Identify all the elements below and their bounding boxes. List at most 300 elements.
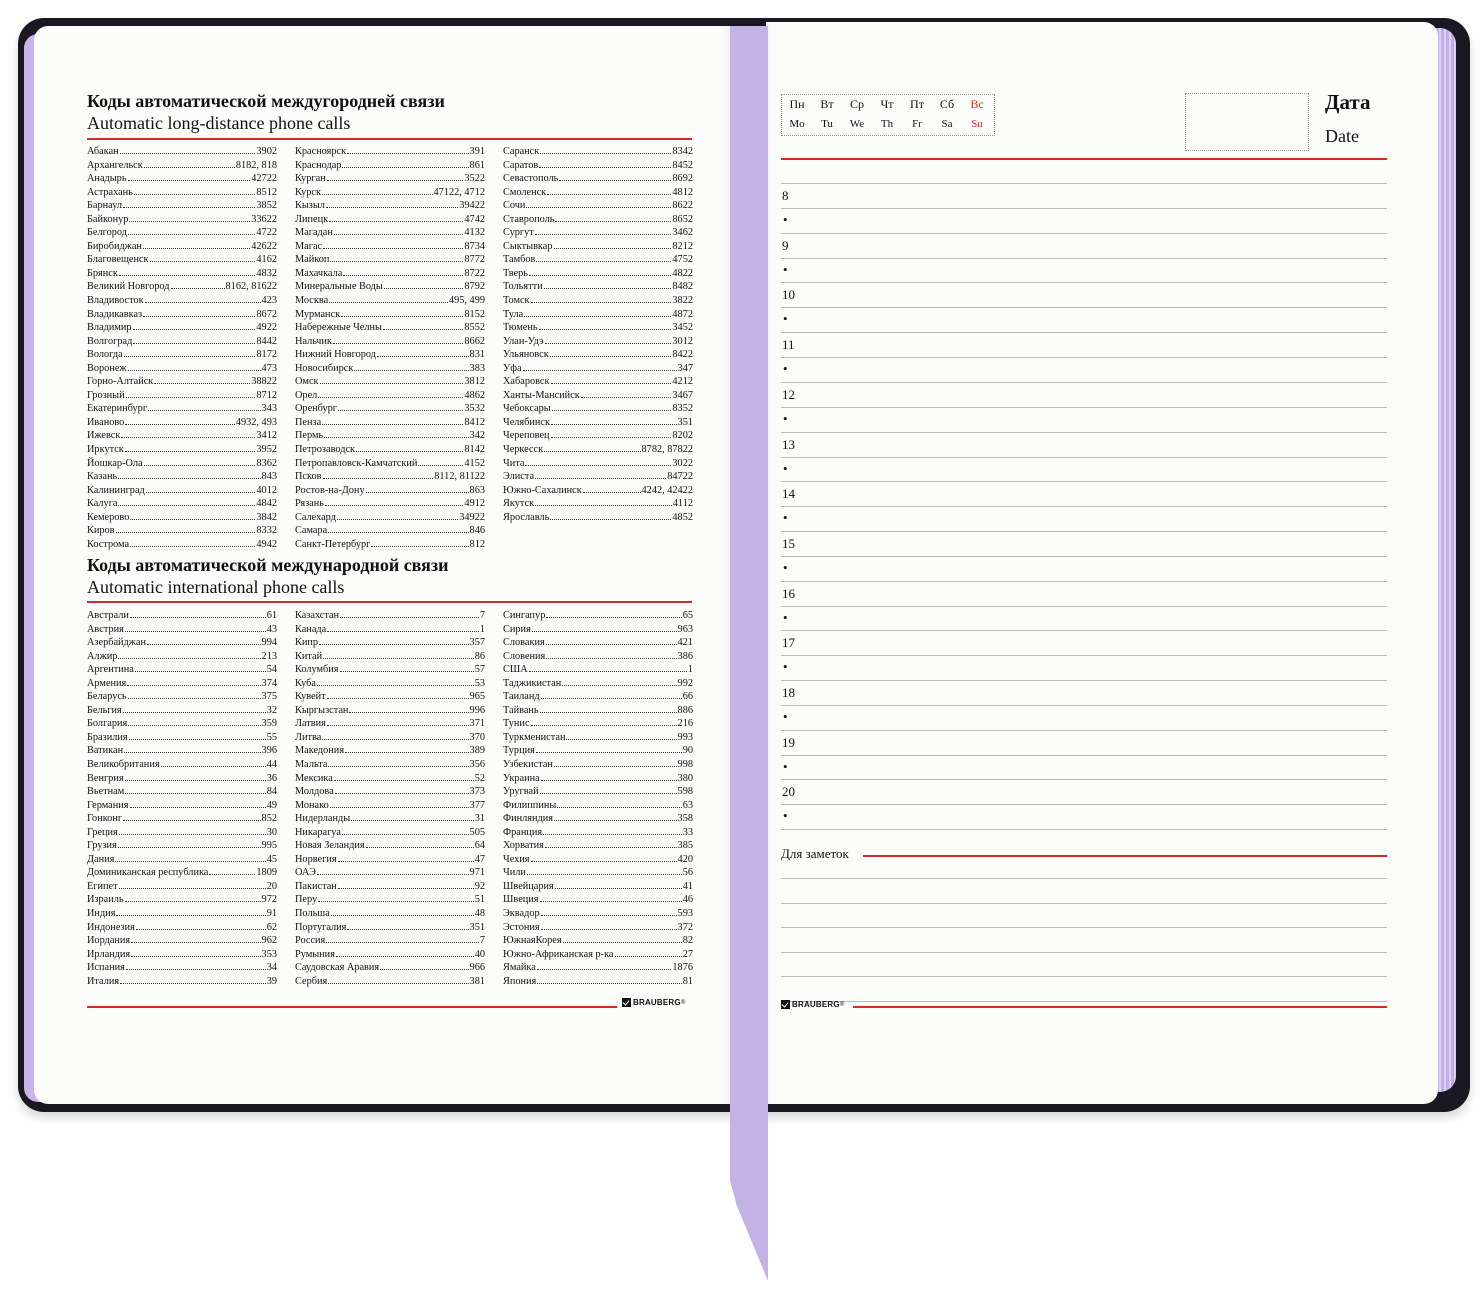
code-entry [295, 497, 485, 511]
city-name: Ханты-Мансийск [503, 389, 580, 401]
code-entry [295, 457, 485, 471]
dial-code: 8734 [464, 240, 485, 252]
city-name: Казахстан [295, 610, 340, 621]
city-name: Великобритания [87, 759, 160, 771]
code-entry [87, 416, 277, 430]
city-name: Байконур [87, 213, 129, 225]
dial-code: 44 [266, 759, 277, 771]
dial-code: 380 [677, 772, 693, 784]
city-name: Молдова [295, 786, 334, 798]
city-name: Красноярск [295, 146, 347, 157]
city-name: Уфа [503, 362, 522, 374]
notes-ruled-line [781, 952, 1387, 953]
dial-code: 31 [474, 813, 485, 825]
city-name: Санкт-Петербург [295, 538, 371, 550]
city-name: Магадан [295, 227, 333, 239]
leader-dots [536, 261, 671, 262]
city-name: Австрали [87, 610, 129, 621]
leader-dots [326, 207, 458, 208]
leader-dots [125, 631, 266, 632]
dial-code: 962 [261, 935, 277, 947]
leader-dots [328, 766, 468, 767]
code-entry [503, 321, 693, 335]
code-entry [87, 497, 277, 511]
code-entry [503, 921, 693, 935]
leader-dots [544, 288, 672, 289]
code-entry [87, 199, 277, 213]
leader-dots [322, 739, 468, 740]
code-entry [295, 362, 485, 376]
dial-code: 4012 [256, 484, 277, 496]
city-name: Эстония [503, 921, 540, 933]
city-name: Орел [295, 389, 318, 401]
city-name: Швейцария [503, 880, 554, 892]
leader-dots [136, 929, 266, 930]
city-name: Воронеж [87, 362, 127, 374]
leader-dots [317, 874, 469, 875]
dial-code: 216 [677, 718, 693, 730]
code-entry [87, 731, 277, 745]
code-entry [295, 853, 485, 867]
ruled-line [781, 258, 1387, 259]
code-entry [87, 402, 277, 416]
date-entry-box [1185, 93, 1309, 151]
city-name: Сочи [503, 200, 526, 212]
code-entry [87, 636, 277, 650]
dial-code: 8452 [672, 159, 693, 171]
international-title-ru: Коды автоматической международной связи [87, 555, 449, 575]
dial-code: 41 [682, 880, 693, 892]
ruled-line [781, 382, 1387, 383]
code-entry [87, 839, 277, 853]
weekday-en-mon: Mo [789, 118, 805, 130]
dial-code: 86 [474, 650, 485, 662]
right-page [766, 22, 1438, 1104]
code-entry [503, 240, 693, 254]
code-entry [295, 609, 485, 623]
city-name: Таджикистан [503, 677, 562, 689]
code-entry [87, 308, 277, 322]
international-column-1 [87, 609, 277, 988]
city-name: Тайвань [503, 704, 539, 716]
code-entry [87, 159, 277, 173]
city-name: Оренбург [295, 403, 338, 415]
dial-code: 383 [469, 362, 485, 374]
city-name: Польша [295, 908, 330, 920]
city-name: Испания [87, 962, 125, 974]
code-entry [295, 389, 485, 403]
hour-label: 11 [782, 337, 795, 353]
code-entry [295, 524, 485, 538]
city-name: ОАЭ [295, 867, 316, 879]
leader-dots [126, 397, 256, 398]
code-entry [87, 348, 277, 362]
dial-code: 47122, 4712 [433, 186, 485, 198]
city-name: Вологда [87, 349, 123, 361]
dial-code: 4932, 493 [235, 416, 277, 428]
dial-code: 4862 [464, 389, 485, 401]
leader-dots [128, 370, 261, 371]
city-name: Филиппины [503, 799, 557, 811]
code-entry [87, 880, 277, 894]
city-name: Владивосток [87, 295, 144, 307]
city-name: Омск [295, 376, 319, 388]
leader-dots [150, 261, 256, 262]
leader-dots [128, 698, 261, 699]
dial-code: 4922 [256, 322, 277, 334]
code-entry [503, 744, 693, 758]
bullet-point: • [783, 659, 788, 675]
ruled-line [781, 556, 1387, 557]
code-entry [87, 921, 277, 935]
city-name: Брянск [87, 267, 118, 279]
city-name: Турция [503, 745, 535, 757]
code-entry [503, 470, 693, 484]
hour-label: 13 [782, 436, 795, 452]
leader-dots [543, 834, 682, 835]
city-name: Литва [295, 731, 322, 743]
code-entry [87, 267, 277, 281]
city-name: Нидерланды [295, 813, 351, 825]
ruled-line [781, 779, 1387, 780]
code-entry [87, 663, 277, 677]
city-name: Словакия [503, 637, 545, 649]
code-entry [503, 497, 693, 511]
dial-code: 994 [261, 637, 277, 649]
code-entry [295, 538, 485, 552]
city-name: Челябинск [503, 416, 550, 428]
code-entry [295, 159, 485, 173]
code-entry [503, 609, 693, 623]
section2-divider [87, 601, 692, 603]
leader-dots [323, 248, 463, 249]
leader-dots [537, 969, 672, 970]
leader-dots [537, 983, 681, 984]
bullet-point: • [783, 361, 788, 377]
hour-label: 17 [782, 635, 795, 651]
dial-code: 52 [474, 772, 485, 784]
dial-code: 8332 [256, 525, 277, 537]
city-name: Россия [295, 935, 326, 947]
ruled-line [781, 829, 1387, 830]
code-entry [87, 511, 277, 525]
dial-code: 3462 [672, 227, 693, 239]
leader-dots [331, 915, 474, 916]
city-name: Аргентина [87, 664, 134, 676]
dial-code: 33 [682, 826, 693, 838]
leader-dots [555, 221, 671, 222]
dial-code: 356 [469, 759, 485, 771]
code-entry [295, 294, 485, 308]
leader-dots [330, 261, 463, 262]
city-name: Чебоксары [503, 403, 551, 415]
code-entry [87, 280, 277, 294]
city-name: Великий Новгород [87, 281, 170, 293]
dial-code: 63 [682, 799, 693, 811]
leader-dots [541, 915, 677, 916]
ruled-line [781, 233, 1387, 234]
leader-dots [550, 356, 672, 357]
city-name: Набережные Челны [295, 322, 382, 334]
leader-dots [535, 478, 666, 479]
leader-dots [545, 847, 677, 848]
dial-code: 90 [682, 745, 693, 757]
weekday-en-sun: Su [971, 118, 983, 130]
leader-dots [583, 492, 641, 493]
code-entry [503, 650, 693, 664]
leader-dots [127, 685, 260, 686]
section1-divider [87, 138, 692, 140]
leader-dots [118, 847, 261, 848]
code-entry [295, 826, 485, 840]
right-footer-line-red [853, 1006, 1387, 1008]
dial-code: 593 [677, 908, 693, 920]
leader-dots [148, 410, 261, 411]
code-entry [295, 690, 485, 704]
city-name: Греция [87, 826, 118, 838]
dial-code: 3022 [672, 457, 693, 469]
city-name: Архангельск [87, 159, 143, 171]
code-entry [503, 975, 693, 989]
code-entry [87, 677, 277, 691]
weekday-en-sat: Sa [941, 118, 953, 130]
code-entry [87, 226, 277, 240]
code-entry [503, 429, 693, 443]
left-brand-mark: ® [680, 999, 686, 1006]
dial-code: 3842 [256, 511, 277, 523]
code-entry [295, 623, 485, 637]
bullet-point: • [783, 460, 788, 476]
code-entry [503, 717, 693, 731]
leader-dots [337, 519, 458, 520]
leader-dots [123, 207, 255, 208]
dial-code: 40 [474, 948, 485, 960]
dial-code: 91 [266, 908, 277, 920]
code-entry [295, 921, 485, 935]
leader-dots [123, 820, 260, 821]
leader-dots [554, 248, 672, 249]
city-name: Череповец [503, 430, 550, 442]
code-entry [295, 907, 485, 921]
dial-code: 84 [266, 786, 277, 798]
leader-dots [581, 397, 672, 398]
code-entry [295, 866, 485, 880]
code-entry [295, 240, 485, 254]
city-name: Тюмень [503, 322, 538, 334]
dial-code: 385 [677, 840, 693, 852]
city-name: Кипр [295, 637, 319, 649]
dial-code: 4842 [256, 498, 277, 510]
dial-code: 61 [266, 610, 277, 621]
dial-code: 4212 [672, 376, 693, 388]
dial-code: 8652 [672, 213, 693, 225]
city-name: Мексика [295, 772, 333, 784]
code-entry [503, 267, 693, 281]
code-entry [295, 880, 485, 894]
city-name: Иордания [87, 935, 131, 947]
hour-label: 19 [782, 734, 795, 750]
leader-dots [540, 901, 682, 902]
city-name: Майкоп [295, 254, 330, 266]
code-entry [295, 511, 485, 525]
leader-dots [326, 942, 479, 943]
city-name: Сургут [503, 227, 534, 239]
city-name: Дания [87, 853, 115, 865]
city-name: Южно-Африканская р-ка [503, 948, 614, 960]
city-name: Магас [295, 240, 323, 252]
bullet-point: • [783, 510, 788, 526]
leader-dots [329, 221, 463, 222]
code-entry [295, 948, 485, 962]
dial-code: 963 [677, 623, 693, 635]
code-entry [87, 799, 277, 813]
code-entry [503, 226, 693, 240]
dial-code: 3522 [464, 173, 485, 185]
code-entry [503, 799, 693, 813]
ruled-line [781, 407, 1387, 408]
notes-ruled-line [781, 878, 1387, 879]
leader-dots [145, 302, 261, 303]
leader-dots [128, 234, 255, 235]
code-entry [87, 744, 277, 758]
leader-dots [120, 983, 266, 984]
city-name: Тверь [503, 267, 528, 279]
leader-dots [540, 153, 671, 154]
dial-code: 8482 [672, 281, 693, 293]
leader-dots [320, 383, 464, 384]
leader-dots [547, 194, 671, 195]
city-name: Калининград [87, 484, 145, 496]
dial-code: 351 [677, 416, 693, 428]
code-entry [503, 186, 693, 200]
code-entry [295, 812, 485, 826]
code-entry [87, 690, 277, 704]
leader-dots [340, 617, 479, 618]
dial-code: 421 [677, 637, 693, 649]
code-entry [295, 470, 485, 484]
city-name: Перу [295, 894, 318, 906]
city-name: Никарагуа [295, 826, 341, 838]
city-name: Франция [503, 826, 543, 838]
leader-dots [131, 942, 260, 943]
city-name: Новосибирск [295, 362, 354, 374]
city-name: Ростов-на-Дону [295, 484, 365, 496]
city-name: Швеция [503, 894, 539, 906]
ruled-line [781, 208, 1387, 209]
city-name: Туркменистан [503, 731, 566, 743]
code-entry [295, 934, 485, 948]
code-entry [503, 758, 693, 772]
leader-dots [347, 153, 468, 154]
leader-dots [323, 478, 434, 479]
leader-dots [124, 356, 256, 357]
city-name: Чехия [503, 853, 530, 865]
code-entry [295, 416, 485, 430]
weekday-en-wed: We [849, 118, 865, 130]
leader-dots [559, 180, 671, 181]
dial-code: 495, 499 [448, 295, 485, 307]
code-entry [295, 253, 485, 267]
city-name: Ижевск [87, 430, 121, 442]
code-entry [87, 389, 277, 403]
leader-dots [130, 546, 255, 547]
leader-dots [329, 302, 448, 303]
long-distance-column-1 [87, 145, 277, 551]
city-name: Владимир [87, 322, 132, 334]
code-entry [503, 866, 693, 880]
city-name: Монако [295, 799, 329, 811]
dial-code: 966 [469, 962, 485, 974]
dial-code: 995 [261, 840, 277, 852]
weekday-en-fri: Fr [912, 118, 922, 130]
weekday-ru-thu: Чт [880, 97, 894, 111]
leader-dots [526, 207, 671, 208]
code-entry [87, 609, 277, 623]
leader-dots [327, 725, 469, 726]
city-name: Нальчик [295, 335, 332, 347]
city-name: Абакан [87, 146, 119, 157]
city-name: Венгрия [87, 772, 124, 784]
leader-dots [171, 288, 225, 289]
dial-code: 7 [479, 935, 485, 947]
leader-dots [545, 343, 672, 344]
city-name: Севастополь [503, 173, 559, 185]
code-entry [87, 975, 277, 989]
dial-code: 7 [479, 610, 485, 621]
city-name: Сыктывкар [503, 240, 553, 252]
leader-dots [118, 505, 255, 506]
city-name: Италия [87, 975, 120, 987]
dial-code: 993 [677, 731, 693, 743]
dial-code: 65 [682, 610, 693, 621]
dial-code: 33622 [251, 213, 277, 225]
city-name: Ирландия [87, 948, 131, 960]
dial-code: 3852 [256, 200, 277, 212]
dial-code: 371 [469, 718, 485, 730]
leader-dots [118, 478, 260, 479]
notes-divider [863, 855, 1387, 857]
leader-dots [342, 167, 468, 168]
leader-dots [531, 861, 677, 862]
code-entry [295, 321, 485, 335]
code-entry [87, 429, 277, 443]
code-entry [87, 717, 277, 731]
leader-dots [341, 316, 463, 317]
city-name: Якутск [503, 498, 535, 510]
dial-code: 84722 [667, 471, 693, 483]
brand-check-icon [622, 998, 631, 1007]
leader-dots [349, 712, 468, 713]
leader-dots [130, 807, 266, 808]
city-name: Индонезия [87, 921, 135, 933]
city-name: Китай [295, 650, 323, 662]
dial-code: 1876 [672, 962, 693, 974]
leader-dots [318, 397, 463, 398]
leader-dots [555, 888, 682, 889]
leader-dots [371, 546, 468, 547]
date-label-en: Date [1325, 126, 1359, 146]
city-name: Эквадор [503, 908, 540, 920]
dial-code: 27 [682, 948, 693, 960]
city-name: Иркутск [87, 444, 124, 456]
city-name: Сингапур [503, 610, 546, 621]
city-name: Йошкар-Ола [87, 457, 143, 469]
weekday-ru-wed: Ср [849, 97, 864, 111]
ruled-line [781, 481, 1387, 482]
leader-dots [318, 901, 474, 902]
leader-dots [323, 658, 474, 659]
dial-code: 373 [469, 786, 485, 798]
